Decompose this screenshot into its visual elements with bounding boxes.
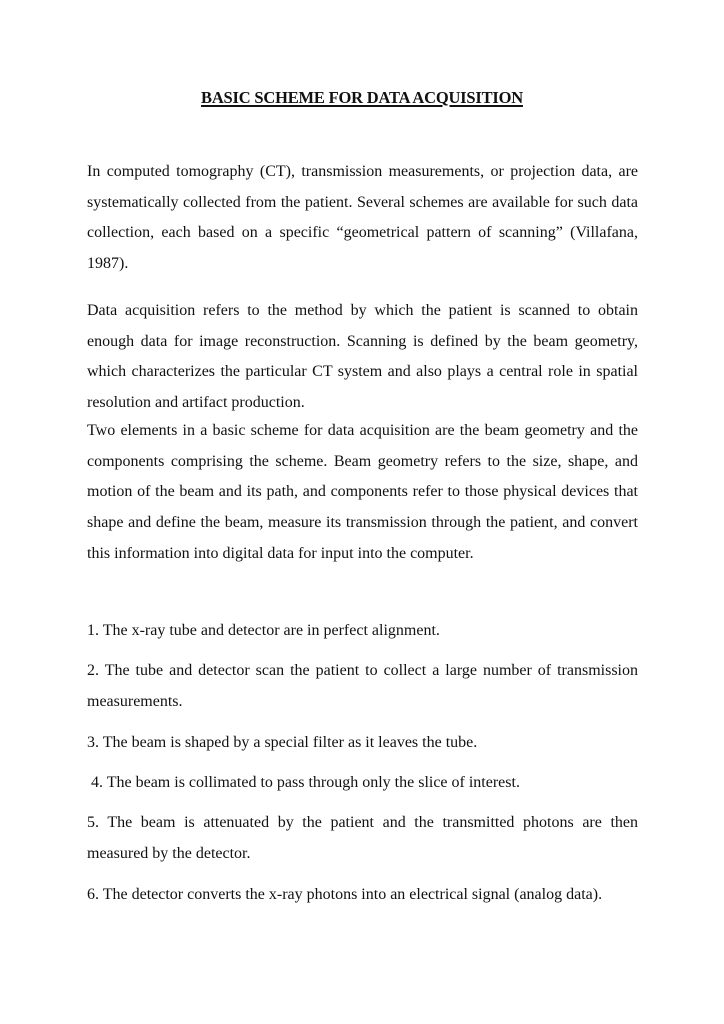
paragraph-two-elements: Two elements in a basic scheme for data acquisition are the beam geometry and the components comprising the scheme. Beam geometry refers to the size, shape, and motion of the beam and its path, and components refer to those physical devices that shape and define the beam, measure its transmission through the patient, and convert this information into digital data for input into the computer. <box>87 422 638 562</box>
list-item-text: The beam is attenuated by the patient and the transmitted photons are then measured by the detector. <box>87 814 639 862</box>
list-item-text: The x-ray tube and detector are in perfect alignment. <box>102 622 440 639</box>
list-item-number: 4. <box>91 774 103 791</box>
list-item-number: 6. <box>87 886 99 903</box>
paragraph-intro: In computed tomography (CT), transmission measurements, or projection data, are systematically collected from the patient. Several schemes are available for such data collection, each based on a specific “geometrical pattern of scanning” (Villafana, 1987). <box>87 163 638 273</box>
list-item <box>87 880 638 911</box>
list-item-text: The detector converts the x-ray photons into an electrical signal (analog data). <box>102 886 603 903</box>
list-item <box>91 768 638 799</box>
list-item-text: The beam is shaped by a special filter as it leaves the tube. <box>102 734 478 751</box>
page-title: BASIC SCHEME FOR DATA ACQUISITION <box>201 88 523 107</box>
list-item-number: 5. <box>87 814 99 831</box>
list-item-text: The tube and detector scan the patient to collect a large number of transmission measurements. <box>87 662 639 710</box>
list-item <box>87 656 638 717</box>
list-item-number: 2. <box>87 662 99 679</box>
list-item-number: 1. <box>87 622 99 639</box>
list-item-text: The beam is collimated to pass through only the slice of interest. <box>106 774 520 791</box>
list-item-number: 3. <box>87 734 99 751</box>
list-item <box>87 808 638 869</box>
paragraph-data-acquisition: Data acquisition refers to the method by which the patient is scanned to obtain enough data for image reconstruction. Scanning is defined by the beam geometry, which characterizes the particular CT system and also plays a central role in spatial resolution and artifact production. <box>87 302 638 412</box>
list-item <box>87 728 638 759</box>
list-item <box>87 616 638 647</box>
